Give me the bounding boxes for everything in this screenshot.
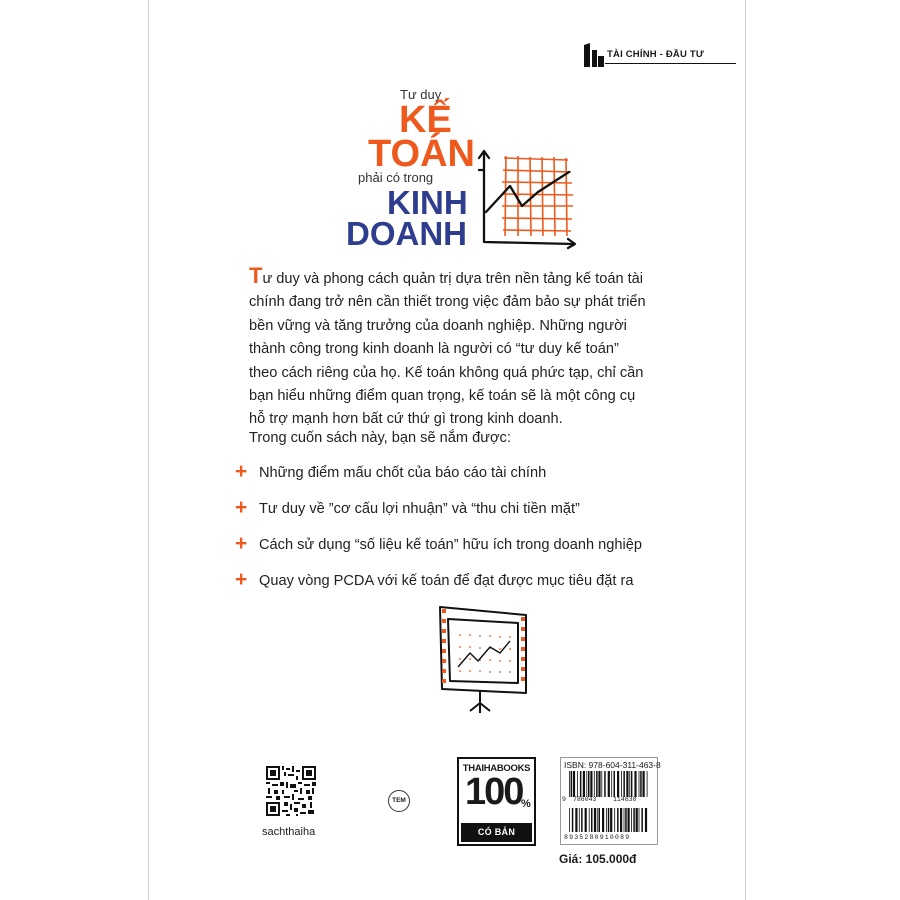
barcode-bar [639, 771, 640, 797]
barcode-bar [617, 771, 619, 797]
barcode1-digits-left: 786043 [573, 796, 597, 803]
barcode-bar [631, 808, 632, 832]
drop-cap: T [249, 263, 263, 288]
barcode2-digits: 8935280910089 [564, 834, 631, 841]
description-text: ư duy và phong cách quản trị dựa trên nền tảng kế toán tài chính đang trở nên cần thiết trong việc đảm bảo sự phát triển bền vững và tăng trưởng của doanh nghiệp. Những người thành công trong kinh doanh là người có “tư duy kế toán” theo cách riêng của họ. Kế toán không quá phức tạp, chỉ cần bạn hiểu những điểm quan trọng, kế toán sẽ là một công cụ hỗ trợ mạnh hơn bất cứ thứ gì trong kinh doanh. [249, 271, 646, 428]
barcode-bar [617, 808, 619, 832]
barcode-bar [594, 808, 596, 832]
barcode-bar [633, 808, 635, 832]
barcode-bar [620, 808, 622, 832]
barcode-bar [596, 771, 598, 797]
title-line-phai-co-trong: phải có trong [358, 170, 434, 185]
list-item: + Những điểm mấu chốt của báo cáo tài chính [235, 460, 547, 483]
plus-icon: + [235, 532, 248, 555]
barcode-bar [606, 808, 607, 832]
list-item: + Tư duy về ”cơ cấu lợi nhuận” và “thu chi tiền mặt” [235, 496, 580, 519]
barcode-bar [636, 808, 638, 832]
barcode-bar [585, 808, 587, 832]
barcode-bar [614, 771, 616, 797]
isbn-text: ISBN: 978-604-311-463-8 [564, 760, 661, 770]
barcode-bar [575, 808, 577, 832]
qr-label: sachthaiha [262, 826, 316, 838]
barcode-bar [569, 808, 570, 832]
barcode-bar [572, 808, 574, 832]
barcode-bar [580, 771, 582, 797]
barcode-bar [608, 808, 610, 832]
barcode-bar [569, 771, 570, 797]
barcode-bar [591, 808, 593, 832]
barcode-bar [624, 808, 625, 832]
barcode-bar [629, 771, 630, 797]
isbn-barcode [569, 771, 649, 799]
title-line-ke: KẾ [399, 99, 452, 141]
growth-chart-illustration [476, 148, 581, 250]
copyright-number: 100 [465, 771, 523, 813]
barcode-bar [631, 771, 633, 797]
title-line-tu-duy: Tư duy [400, 87, 442, 102]
barcode-bar [588, 771, 590, 797]
barcode-bar [614, 808, 615, 832]
barcode-bar [571, 771, 573, 797]
plus-icon: + [235, 568, 248, 591]
barcode-box [560, 757, 661, 845]
barcode-bar [579, 808, 580, 832]
back-cover [148, 0, 746, 900]
barcode-bar [643, 771, 645, 797]
barcode-bar [597, 808, 598, 832]
barcode-bar [628, 808, 630, 832]
barcode-bar [589, 808, 590, 832]
barcode-bar [577, 771, 578, 797]
barcode-bar [640, 771, 642, 797]
barcode-bar [621, 771, 622, 797]
barcode-bar [604, 771, 606, 797]
list-item: + Cách sử dụng “số liệu kế toán” hữu ích trong doanh nghiệp [235, 532, 643, 555]
barcode-bar [583, 771, 585, 797]
publisher-logo-icon [583, 42, 605, 70]
copyright-caption: CÓ BẢN QUYỀN [461, 823, 532, 842]
barcode-bar [581, 808, 583, 832]
barcode-bar [590, 771, 592, 797]
barcode-bar [586, 771, 587, 797]
barcode-bar [626, 771, 628, 797]
barcode-bar [634, 771, 636, 797]
copyright-percent: % [521, 798, 531, 810]
barcode-bar [610, 808, 612, 832]
plus-icon: + [235, 460, 248, 483]
series-underline [605, 63, 736, 64]
description-paragraph [249, 263, 649, 432]
barcode-bar [625, 808, 627, 832]
price-label: Giá: 105.000đ [559, 852, 637, 866]
copyright-brand: THAIHABOOKS [462, 763, 531, 774]
title-line-doanh: DOANH [346, 215, 467, 252]
barcode-bar [573, 771, 575, 797]
barcode-bar [601, 771, 602, 797]
title-line-kinh: KINH [387, 184, 468, 221]
barcode-bar [594, 771, 595, 797]
barcode-bar [599, 808, 601, 832]
key-points-list [235, 460, 643, 609]
barcode1-digit-prefix: 9 [562, 796, 566, 803]
barcode-bar [645, 808, 647, 832]
barcode-bar [641, 808, 643, 832]
barcode-bar [639, 808, 640, 832]
barcode1-digits-right: 114638 [613, 796, 637, 803]
plus-icon: + [235, 496, 248, 519]
barcode-bar [623, 771, 625, 797]
list-item: + Quay vòng PCDA với kế toán để đạt được mục tiêu đặt ra [235, 568, 634, 591]
tem-stamp: TEM [388, 790, 410, 812]
barcode-bar [647, 771, 648, 797]
presentation-board-illustration [434, 605, 534, 715]
title-line-toan: TOÁN [368, 133, 475, 175]
ean-barcode [569, 808, 649, 834]
barcode-bar [598, 771, 600, 797]
barcode-bar [611, 771, 612, 797]
qr-code-icon [266, 766, 316, 816]
barcode-bar [608, 771, 610, 797]
barcode-bar [602, 808, 604, 832]
learn-intro: Trong cuốn sách này, bạn sẽ nắm được: [249, 430, 511, 446]
copyright-badge [457, 757, 536, 856]
series-label: TÀI CHÍNH - ĐẦU TƯ [607, 49, 704, 60]
